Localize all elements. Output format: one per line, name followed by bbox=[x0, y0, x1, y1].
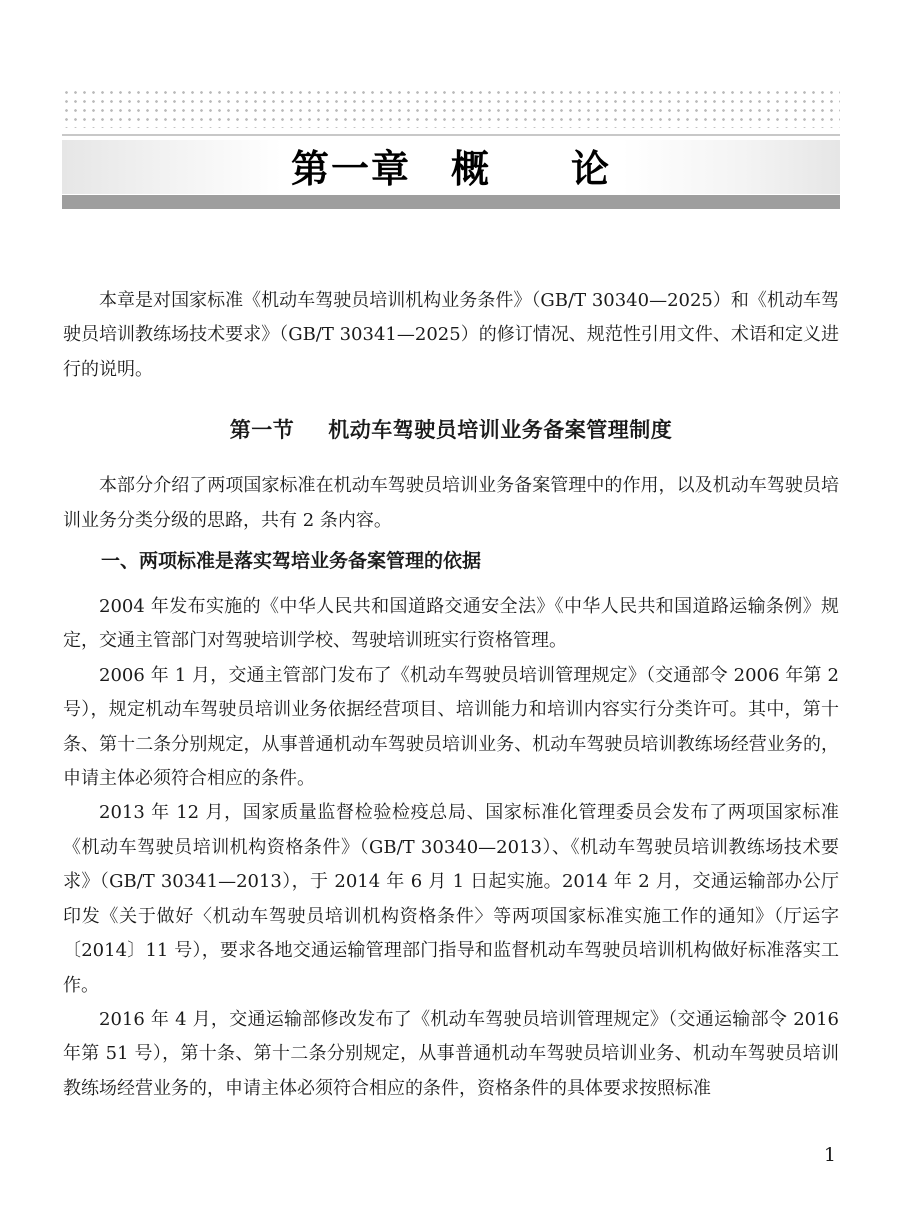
page-number: 1 bbox=[823, 1144, 836, 1166]
section-description: 本部分介绍了两项国家标准在机动车驾驶员培训业务备案管理中的作用，以及机动车驾驶员培训业务分类分级的思路，共有 2 条内容。 bbox=[63, 475, 839, 531]
body-paragraph: 2004 年发布实施的《中华人民共和国道路交通安全法》《中华人民共和国道路运输条例》规定，交通主管部门对驾驶培训学校、驾驶培训班实行资格管理。 bbox=[63, 596, 839, 652]
section-title: 机动车驾驶员培训业务备案管理制度 bbox=[328, 418, 673, 443]
chapter-title: 第一章 概 论 bbox=[290, 147, 611, 191]
decorative-dot-pattern bbox=[62, 88, 840, 128]
body-paragraph: 2013 年 12 月，国家质量监督检验检疫总局、国家标准化管理委员会发布了两项国家标准《机动车驾驶员培训机构资格条件》（GB/T 30340—2013）、《机动车驾驶员培训教练场技术要求》（GB/T 30341—2013），于 2014 年 6 月 1 日起实施。2014 年 2 月，交通运输部办公厅印发《关于做好〈机动车驾驶员培训机构资格条件〉等两项国家标准实施工作的通知》（厅运字〔2014〕11 号），要求各地交通运输管理部门指导和监督机动车驾驶员培训机构做好标准落实工作。 bbox=[63, 802, 839, 996]
chapter-intro: 本章是对国家标准《机动车驾驶员培训机构业务条件》（GB/T 30340—2025）和《机动车驾驶员培训教练场技术要求》（GB/T 30341—2025）的修订情况、规范性引用文件、术语和定义进行的说明。 bbox=[63, 290, 839, 380]
body-paragraph: 2016 年 4 月，交通运输部修改发布了《机动车驾驶员培训管理规定》（交通运输部令 2016 年第 51 号），第十条、第十二条分别规定，从事普通机动车驾驶员培训业务、机动车驾驶员培训教练场经营业务的，申请主体必须符合相应的条件，资格条件的具体要求按照标准 bbox=[63, 1008, 839, 1099]
section-heading bbox=[63, 413, 839, 447]
header-bottom-rule bbox=[62, 195, 840, 209]
body-paragraph: 2006 年 1 月，交通主管部门发布了《机动车驾驶员培训管理规定》（交通部令 2006 年第 2 号），规定机动车驾驶员培训业务依据经营项目、培训能力和培训内容实行分类许可。其中，第十条、第十二条分别规定，从事普通机动车驾驶员培训业务、机动车驾驶员培训教练场经营业务的，申请主体必须符合相应的条件。 bbox=[63, 664, 839, 790]
section-number: 第一节 bbox=[229, 418, 295, 443]
header-top-rule bbox=[62, 134, 840, 136]
subsection-heading: 一、两项标准是落实驾培业务备案管理的依据 bbox=[101, 550, 482, 573]
page-content bbox=[63, 284, 839, 1106]
